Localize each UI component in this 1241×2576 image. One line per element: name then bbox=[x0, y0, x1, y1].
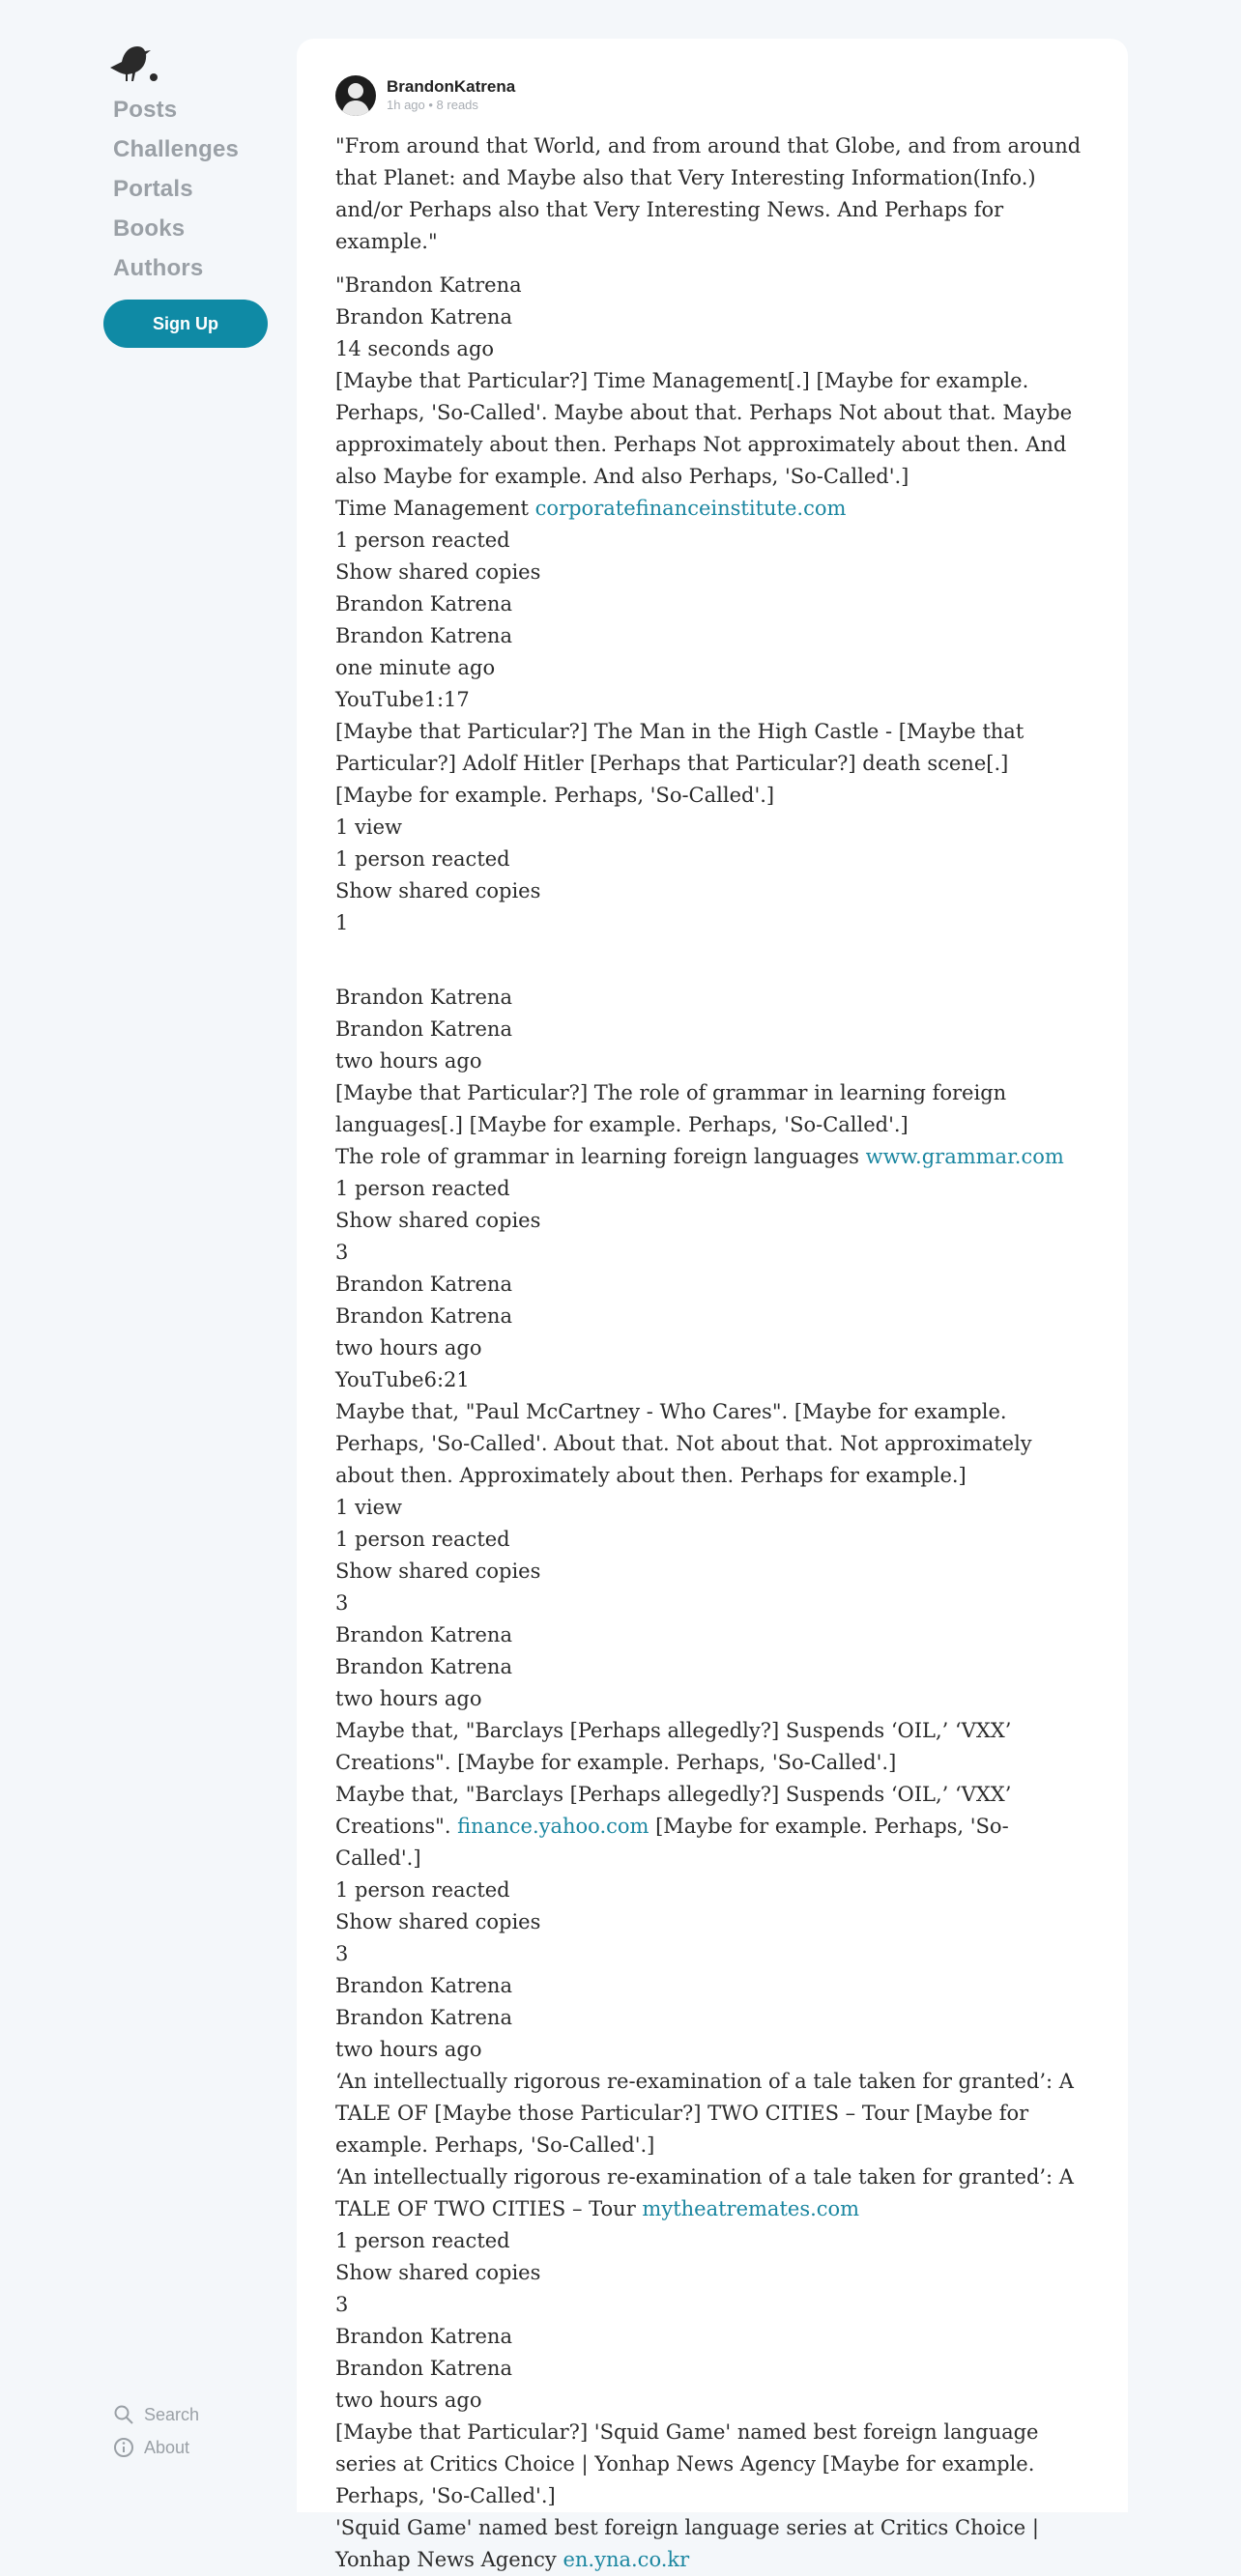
source-link[interactable]: mytheatremates.com bbox=[642, 2197, 860, 2220]
post-line: Maybe that, "Paul McCartney - Who Cares". [Maybe for example. Perhaps, 'So-Called'. About that. Not about that. Not approximately about then. Approximately about then. Perhaps for example.] bbox=[335, 1400, 1032, 1487]
post-line: Brandon Katrena bbox=[335, 1623, 512, 1646]
post-line: [Maybe that Particular?] The Man in the High Castle - [Maybe that Particular?] Adolf Hitler [Perhaps that Particular?] death scene[.] [Maybe for example. Perhaps, 'So-Called'.] bbox=[335, 720, 1025, 807]
post-card bbox=[297, 39, 1128, 2571]
post-line: 1 view bbox=[335, 1496, 403, 1519]
post-line: "Brandon Katrena bbox=[335, 273, 522, 297]
post-line: two hours ago bbox=[335, 2038, 482, 2061]
post-line: Brandon Katrena bbox=[335, 1655, 512, 1678]
nav-books[interactable]: Books bbox=[113, 215, 186, 242]
post-line: [Maybe that Particular?] 'Squid Game' named best foreign language series at Critics Choice | Yonhap News Agency [Maybe for example. Perhaps, 'So-Called'.] bbox=[335, 2420, 1039, 2507]
post-line: Show shared copies bbox=[335, 1209, 541, 1232]
post-line: 1 view bbox=[335, 816, 403, 839]
section-spacer bbox=[335, 939, 1089, 982]
post-line: Maybe that, "Barclays [Perhaps allegedly?] Suspends ‘OIL,’ ‘VXX’ Creations". [Maybe for example. Perhaps, 'So-Called'.] bbox=[335, 1719, 1012, 1774]
search-icon bbox=[113, 2404, 134, 2425]
nav-authors[interactable]: Authors bbox=[113, 255, 204, 281]
post-line: Brandon Katrena bbox=[335, 592, 512, 615]
post-line-with-link: 'Squid Game' named best foreign language series at Critics Choice | Yonhap News Agency en.yna.co.kr bbox=[335, 2516, 1039, 2571]
post-line: Brandon Katrena bbox=[335, 624, 512, 647]
post-line: 3 bbox=[335, 1241, 349, 1264]
post-line: ‘An intellectually rigorous re-examination of a tale taken for granted’: A TALE OF [Maybe those Particular?] TWO CITIES – Tour [Maybe for example. Perhaps, 'So-Called'.] bbox=[335, 2070, 1074, 2157]
post-line: Brandon Katrena bbox=[335, 2325, 512, 2348]
post-line: 1 person reacted bbox=[335, 1177, 510, 1200]
post-line: 1 person reacted bbox=[335, 2229, 510, 2252]
post-intro: "From around that World, and from around that Globe, and from around that Planet: and Maybe also that Very Interesting Information(Info.) and/or Perhaps also that Very Interesting News. And Perhaps for example." bbox=[335, 134, 1082, 253]
post-line: two hours ago bbox=[335, 1687, 482, 1710]
info-icon bbox=[113, 2437, 134, 2458]
post-content bbox=[335, 130, 1089, 2576]
nav-portals[interactable]: Portals bbox=[113, 176, 193, 202]
post-line: 1 person reacted bbox=[335, 529, 510, 552]
post-line: YouTube6:21 bbox=[335, 1368, 470, 1391]
about-link[interactable] bbox=[113, 2437, 189, 2458]
post-line: Show shared copies bbox=[335, 1560, 541, 1583]
post-line: 1 person reacted bbox=[335, 1878, 510, 1902]
post-meta: 1h ago • 8 reads bbox=[387, 98, 478, 112]
post-line: one minute ago bbox=[335, 656, 496, 679]
author-name[interactable]: BrandonKatrena bbox=[387, 77, 516, 96]
source-link[interactable]: en.yna.co.kr bbox=[563, 2548, 690, 2571]
post-line: Brandon Katrena bbox=[335, 305, 512, 329]
about-label: About bbox=[144, 2437, 190, 2457]
post-line: 1 person reacted bbox=[335, 1528, 510, 1551]
post-line: 3 bbox=[335, 2293, 349, 2316]
post-line: Brandon Katrena bbox=[335, 2006, 512, 2029]
post-line: two hours ago bbox=[335, 1049, 482, 1073]
nav-posts[interactable]: Posts bbox=[113, 97, 178, 123]
post-line: [Maybe that Particular?] The role of grammar in learning foreign languages[.] [Maybe for example. Perhaps, 'So-Called'.] bbox=[335, 1081, 1007, 1136]
post-line: 14 seconds ago bbox=[335, 337, 495, 360]
post-line: 3 bbox=[335, 1591, 349, 1615]
post-line: YouTube1:17 bbox=[335, 688, 470, 711]
post-line: 1 person reacted bbox=[335, 847, 510, 871]
source-link[interactable]: finance.yahoo.com bbox=[457, 1815, 649, 1838]
post-line: Brandon Katrena bbox=[335, 986, 512, 1009]
source-link[interactable]: www.grammar.com bbox=[865, 1145, 1064, 1168]
post-line: Brandon Katrena bbox=[335, 1017, 512, 1041]
post-line: Show shared copies bbox=[335, 879, 541, 902]
source-link[interactable]: corporatefinanceinstitute.com bbox=[534, 497, 847, 520]
post-line: two hours ago bbox=[335, 2389, 482, 2412]
post-line-with-link: ‘An intellectually rigorous re-examination of a tale taken for granted’: A TALE OF TWO CITIES – Tour mytheatremates.com bbox=[335, 2165, 1074, 2220]
post-line: Brandon Katrena bbox=[335, 2357, 512, 2380]
post-line-with-link: Time Management corporatefinanceinstitute.com bbox=[335, 497, 847, 520]
search-link[interactable] bbox=[113, 2404, 199, 2425]
post-line: Brandon Katrena bbox=[335, 1974, 512, 1997]
post-line: 1 bbox=[335, 911, 349, 934]
crow-logo-icon[interactable] bbox=[108, 41, 160, 85]
post-line-with-link: Maybe that, "Barclays [Perhaps allegedly?] Suspends ‘OIL,’ ‘VXX’ Creations". finance.yahoo.com [Maybe for example. Perhaps, 'So-Called'.] bbox=[335, 1783, 1012, 1870]
post-line: Show shared copies bbox=[335, 560, 541, 584]
post-line: Brandon Katrena bbox=[335, 1273, 512, 1296]
nav-challenges[interactable]: Challenges bbox=[113, 136, 240, 162]
post-line: [Maybe that Particular?] Time Management[.] [Maybe for example. Perhaps, 'So-Called'. Maybe about that. Perhaps Not about that. Maybe approximately about then. Perhaps Not approximately about then. And also Maybe for example. And also Perhaps, 'So-Called'.] bbox=[335, 369, 1073, 488]
avatar[interactable] bbox=[335, 75, 376, 116]
search-label: Search bbox=[144, 2404, 200, 2424]
post-line: Show shared copies bbox=[335, 2261, 541, 2284]
post-author[interactable] bbox=[335, 75, 515, 116]
post-line: Show shared copies bbox=[335, 1910, 541, 1933]
sign-up-button[interactable]: Sign Up bbox=[103, 300, 268, 348]
post-line: 3 bbox=[335, 1942, 349, 1965]
sidebar bbox=[0, 0, 290, 2481]
author-meta bbox=[387, 77, 515, 114]
post-line: Brandon Katrena bbox=[335, 1304, 512, 1328]
post-line-with-link: The role of grammar in learning foreign languages www.grammar.com bbox=[335, 1145, 1064, 1168]
main-nav bbox=[113, 93, 239, 291]
post-body bbox=[335, 270, 1089, 2576]
post-line: two hours ago bbox=[335, 1336, 482, 1360]
